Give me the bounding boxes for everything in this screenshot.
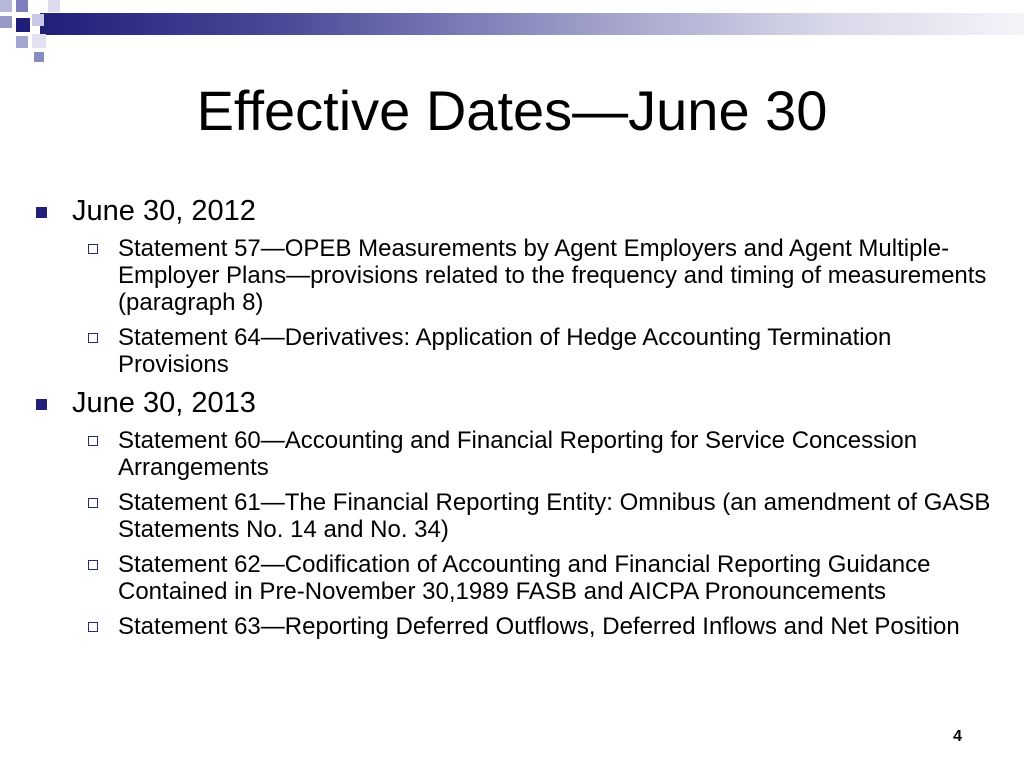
hollow-square-bullet-icon (88, 622, 98, 632)
decor-square (0, 16, 12, 28)
list-item-text: Statement 64—Derivatives: Application of Hedge Accounting Termination Provisions (118, 324, 892, 378)
hollow-square-bullet-icon (88, 560, 98, 570)
list-item (34, 489, 1004, 543)
list-item (34, 235, 1004, 316)
decor-square (32, 14, 44, 26)
hollow-square-bullet-icon (88, 498, 98, 508)
decor-square (16, 18, 30, 32)
page-number: 4 (953, 728, 962, 745)
section-heading (34, 194, 1004, 228)
section-label: June 30, 2013 (72, 387, 256, 419)
square-bullet-icon (36, 399, 47, 410)
hollow-square-bullet-icon (88, 436, 98, 446)
decor-square (0, 0, 12, 12)
decor-square (48, 0, 60, 12)
section-label: June 30, 2012 (72, 195, 256, 227)
decor-square (16, 0, 28, 12)
list-item (34, 324, 1004, 378)
slide-content (34, 194, 1004, 648)
list-item (34, 551, 1004, 605)
decor-square (34, 52, 44, 62)
slide-title: Effective Dates—June 30 (196, 79, 828, 142)
list-item-text: Statement 63—Reporting Deferred Outflows, Deferred Inflows and Net Position (118, 613, 960, 640)
list-item (34, 613, 1004, 640)
list-item-text: Statement 61—The Financial Reporting Entity: Omnibus (an amendment of GASB Statements No. 14 and No. 34) (118, 489, 991, 543)
decor-square (16, 36, 28, 48)
list-item-text: Statement 62—Codification of Accounting and Financial Reporting Guidance Contained in Pre-November 30,1989 FASB and AICPA Pronouncements (118, 551, 931, 605)
list-item-text: Statement 57—OPEB Measurements by Agent Employers and Agent Multiple-Employer Plans—provisions related to the frequency and timing of measurements (paragraph 8) (118, 235, 987, 316)
hollow-square-bullet-icon (88, 333, 98, 343)
list-item-text: Statement 60—Accounting and Financial Reporting for Service Concession Arrangements (118, 427, 918, 481)
hollow-square-bullet-icon (88, 244, 98, 254)
header-gradient-bar (40, 13, 1024, 35)
square-bullet-icon (36, 207, 47, 218)
list-item (34, 427, 1004, 481)
section-heading (34, 386, 1004, 420)
decor-square (32, 34, 46, 48)
